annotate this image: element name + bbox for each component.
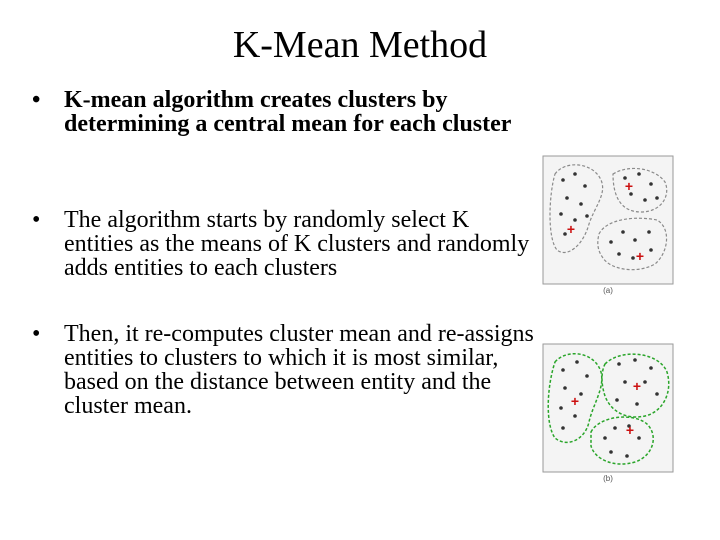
- bullet-item: [32, 322, 537, 418]
- bullet-item: [32, 208, 537, 280]
- cluster-figure-a: [541, 154, 675, 295]
- cluster-diagram-b: [541, 342, 675, 474]
- figure-caption-a: (a): [603, 286, 613, 295]
- cluster-mean-marker: +: [624, 178, 634, 194]
- cluster-mean-marker: +: [632, 378, 642, 394]
- figure-caption-b: (b): [603, 474, 613, 483]
- bullet-marker: •: [32, 87, 41, 113]
- slide-title: K-Mean Method: [232, 24, 488, 66]
- cluster-mean-marker: +: [566, 221, 576, 237]
- bullet-text: The algorithm starts by randomly select K entities as the means of K clusters and randomly adds entities to each clusters: [64, 207, 530, 281]
- cluster-diagram-a: [541, 154, 675, 286]
- bullet-text: Then, it re-computes cluster mean and re-assigns entities to clusters to which it is most similar, based on the distance between entity and the cluster mean.: [64, 321, 534, 419]
- cluster-mean-marker: +: [635, 248, 645, 264]
- bullet-marker: •: [32, 207, 41, 233]
- cluster-mean-marker: +: [570, 393, 580, 409]
- bullet-text: K-mean algorithm creates clusters by determining a central mean for each cluster: [64, 87, 512, 137]
- cluster-mean-marker: +: [625, 422, 635, 438]
- bullet-item: [32, 88, 537, 136]
- bullet-marker: •: [32, 321, 41, 347]
- cluster-figure-b: [541, 342, 675, 483]
